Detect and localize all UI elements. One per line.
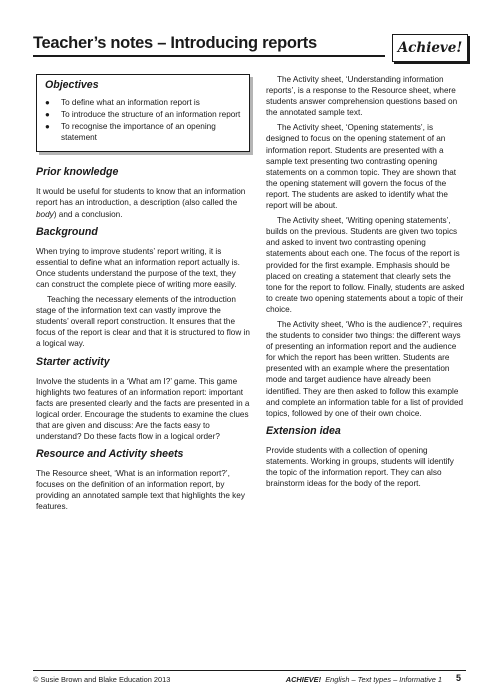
background-paragraph-1: When trying to improve students’ report writing, it is essential to define what an information report actually is. Once students understand the purpose of the text, they can construct the complete piece of writing more easily. [36,246,240,289]
footer-series-title: English – Text types – Informative 1 [325,675,442,684]
right-column [266,74,466,493]
footer-divider [33,670,466,671]
bullet-icon: ● [45,122,50,132]
starter-activity-paragraph: Involve the students in a ‘What am I?’ game. This game highlights two features of an information report: important facts are presented clearly and the facts are presented in a logical order. Encourage the students to examine the clues that are given and discuss: Are the facts easy to understand? Do these facts flow in a logical order? [36,376,250,441]
prior-knowledge-text-end: ) and a conclusion. [53,209,123,219]
resource-sheets-paragraph: The Resource sheet, ‘What is an information report?’, focuses on the definition of an information report, by providing an annotated sample text that highlights the key features. [36,469,245,512]
prior-knowledge-text: It would be useful for students to know that an information report has an introduction, a description (also called the [36,187,246,208]
page-title: Teacher’s notes – Introducing reports [33,34,317,52]
extension-idea-heading: Extension idea [266,424,341,437]
left-column [36,74,250,516]
objectives-heading: Objectives [45,79,99,91]
footer-series [286,675,442,684]
objective-text: To introduce the structure of an information report [61,110,241,120]
starter-activity-heading: Starter activity [36,355,110,368]
objective-item [45,109,241,120]
page-number: 5 [456,673,462,683]
bullet-icon: ● [45,110,50,120]
footer-series-brand: ACHIEVE! [285,675,322,684]
objectives-list [45,97,241,143]
objective-item [45,121,241,143]
achieve-logo: Achieve! [392,34,468,62]
background-paragraph-2: Teaching the necessary elements of the introduction stage of the information text can vastly improve the students’ overall report construction. It ensures that the focus of the report is clear and that it is structured to flow in a logical way. [36,295,250,349]
activity-writing-statements-paragraph: The Activity sheet, ‘Writing opening statements’, builds on the previous. Students are given two topics and asked to invent two contrasting opening statements about each one. The focus of the report is provided for the first example. Emphasis should be placed on creating a statement that clearly sets the tone for the report to follow. Finally, students are asked to create two opening statements about a topic of their choice. [266,216,465,314]
objective-text: To recognise the importance of an opening statement [61,122,216,143]
activity-audience-paragraph: The Activity sheet, ‘Who is the audience?’, requires the students to consider two things: the different ways of presenting an information report and the audience for which the report has been written. Students are presented with an example where the presentation mode and target audience have already been identified. They are then asked to follow this example and complete an information table for a list of provided topics, followed by one of their own choice. [266,319,464,418]
prior-knowledge-heading: Prior knowledge [36,166,119,179]
resource-sheets-heading: Resource and Activity sheets [36,448,184,461]
bullet-icon: ● [45,98,50,107]
footer-copyright: © Susie Brown and Blake Education 2013 [33,675,171,684]
objective-text: To define what an information report is [61,98,200,107]
body-emphasis: body [36,209,54,219]
activity-understanding-paragraph: The Activity sheet, ‘Understanding information reports’, is a response to the Resource sheet, where students answer comprehension questions based on the annotated sample text. [266,75,458,118]
activity-opening-statements-paragraph: The Activity sheet, ‘Opening statements’, is designed to focus on the opening statement of an information report. Students are presented with a sample text presenting two contrasting opening statements on a common topic. They are shown that the opening statement will govern the focus of the report. The students are asked to identify what the report will be about. [266,123,457,211]
background-heading: Background [36,225,98,238]
prior-knowledge-paragraph [36,186,250,219]
header-divider [33,55,385,57]
objectives-box [36,74,250,152]
extension-idea-paragraph: Provide students with a collection of opening statements. Working in groups, students will identify the topic of the information report. They can also brainstorm ideas for the body of the report. [266,445,454,489]
objective-item [45,97,241,108]
